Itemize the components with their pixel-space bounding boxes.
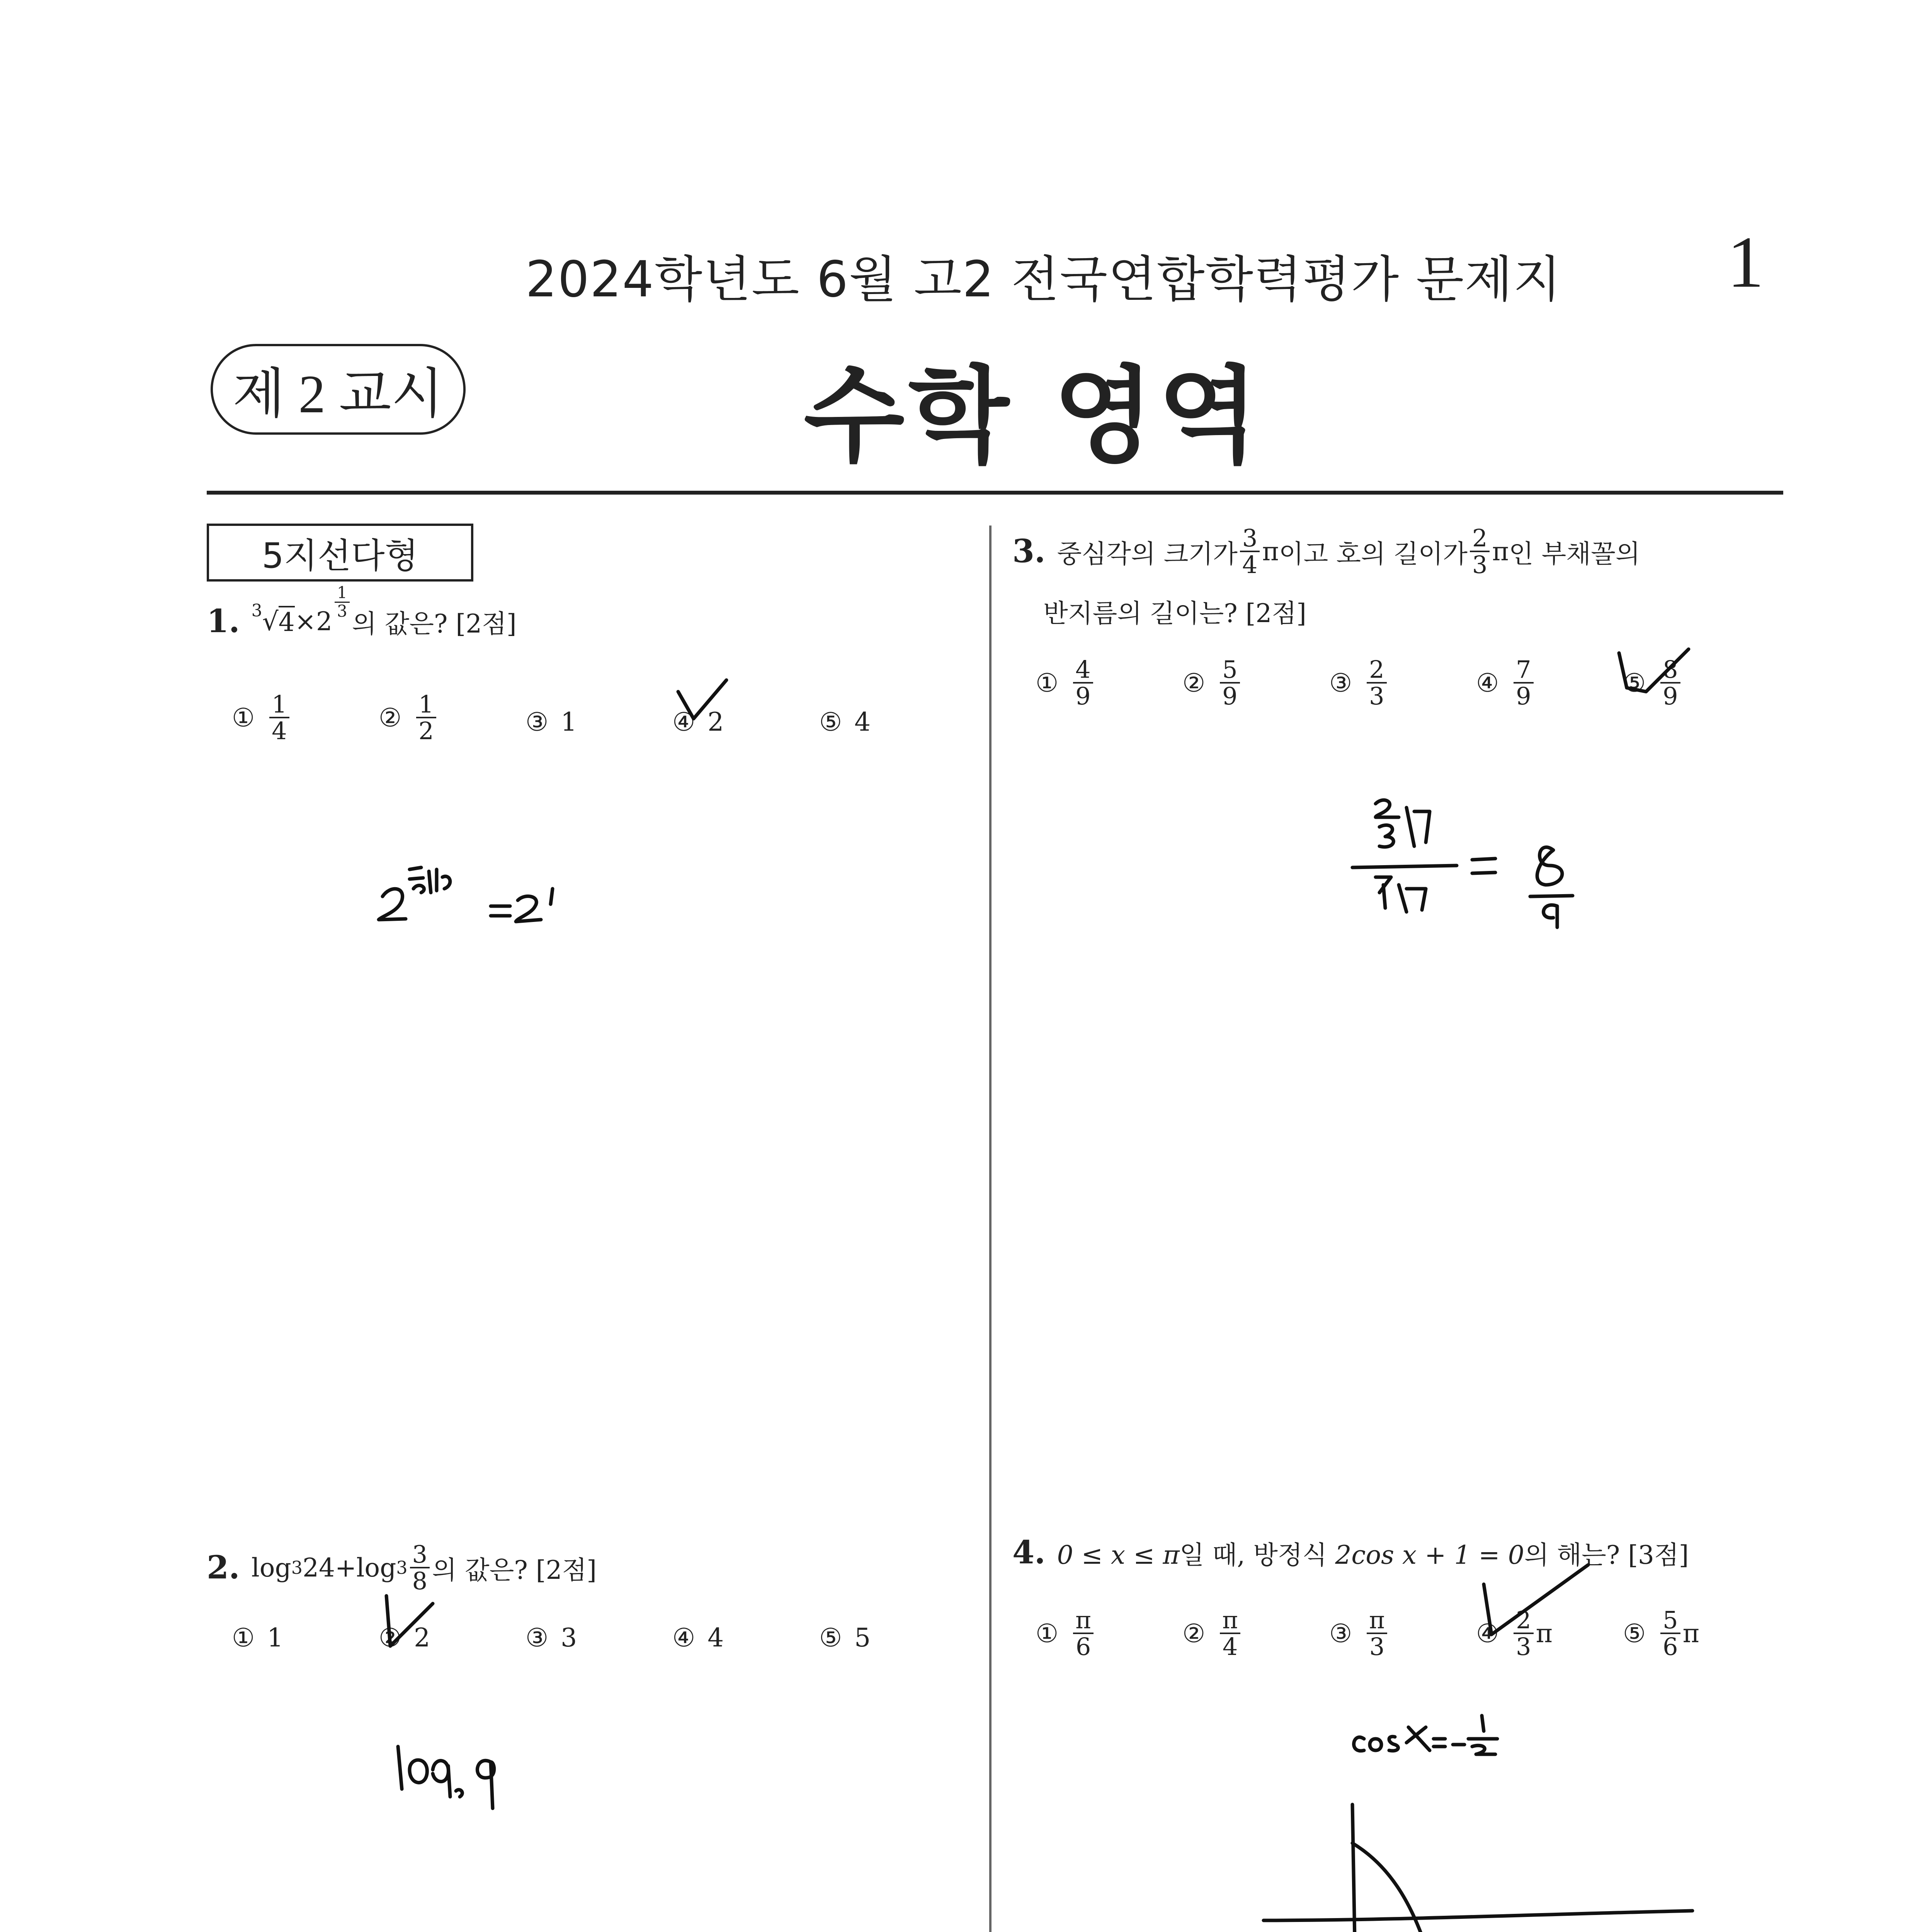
q1-choice-5[interactable]: ⑤ 4 [819, 707, 871, 737]
exam-title: 2024학년도 6월 고2 전국연합학력평가 문제지 [526, 251, 1562, 308]
q2-choice-2[interactable]: ② 2 [379, 1623, 430, 1653]
q3-choice-5[interactable]: ⑤ $\frac{8}{9}$ [1623, 657, 1683, 709]
question-2-number: 2. [207, 1549, 240, 1587]
question-type-label: 5지선다형 [207, 524, 473, 582]
q2-scratch-work [398, 1747, 494, 1808]
q2-choice-3[interactable]: ③ 3 [526, 1623, 577, 1653]
question-1-text: 의 값은? [2점] [352, 609, 517, 639]
q4-choice-1[interactable]: ① $\frac{\pi}{6}$ [1036, 1607, 1096, 1659]
page-number: 1 [1727, 222, 1764, 303]
question-4-number: 4. [1012, 1534, 1046, 1571]
q1-choice-2[interactable]: ② $\frac{1}{2}$ [379, 692, 439, 743]
q1-scratch-work [379, 867, 553, 922]
question-2-text: 의 값은? [2점] [432, 1555, 597, 1585]
subject-title: 수학 영역 [804, 355, 1263, 477]
question-3-number: 3. [1012, 533, 1046, 570]
question-4-text: 0 ≤ x ≤ π일 때, 방정식 2cos x + 1 = 0의 해는? [3점] [1057, 1540, 1689, 1570]
question-1-expression: 3 √ 4 × 2 $\frac{1}{3}$ 의 값은? [2점] [252, 603, 517, 640]
q4-choice-3[interactable]: ③ $\frac{\pi}{3}$ [1329, 1607, 1389, 1659]
q4-graph-xaxis [1264, 1911, 1692, 1920]
q1-choice-4[interactable]: ④ 2 [672, 707, 724, 737]
check-mark-q4 [1484, 1565, 1588, 1634]
question-2-expression: log 3 24 + log 3 $\frac{3}{8}$ 의 값은? [2점] [251, 1540, 597, 1595]
question-1-number: 1. [207, 603, 240, 640]
q1-choice-3[interactable]: ③ 1 [526, 707, 577, 737]
q3-scratch-work [1352, 800, 1573, 927]
q2-choice-1[interactable]: ① 1 [232, 1623, 284, 1653]
question-3-text-line1: 중심각의 크기가 $\frac{3}{4}$ π 이고 호의 길이가 $\frac{2}{3}$ π 인 부채꼴의 [1057, 524, 1640, 579]
q3-choice-4[interactable]: ④ $\frac{7}{9}$ [1476, 657, 1536, 709]
q1-choice-1[interactable]: ① $\frac{1}{4}$ [232, 692, 292, 743]
check-mark-q1 [678, 680, 726, 719]
q2-choice-5[interactable]: ⑤ 5 [819, 1623, 871, 1653]
q4-choice-5[interactable]: ⑤ $\frac{5}{6}$ π [1623, 1606, 1700, 1661]
q4-scratch-work [1264, 1716, 1692, 1932]
question-3-text-line2: 반지름의 길이는? [2점] [1043, 599, 1306, 629]
q3-choice-2[interactable]: ② $\frac{5}{9}$ [1182, 657, 1242, 709]
session-badge: 제 2 교시 [211, 344, 466, 435]
check-mark-q3 [1619, 649, 1689, 692]
q4-choice-2[interactable]: ② $\frac{\pi}{4}$ [1182, 1607, 1243, 1659]
check-mark-q2 [386, 1596, 433, 1646]
q3-choice-3[interactable]: ③ $\frac{2}{3}$ [1329, 657, 1389, 709]
q2-choice-4[interactable]: ④ 4 [672, 1623, 724, 1653]
q3-choice-1[interactable]: ① $\frac{4}{9}$ [1036, 657, 1095, 709]
q4-choice-4[interactable]: ④ $\frac{2}{3}$ π [1476, 1606, 1553, 1661]
q4-graph-yaxis [1352, 1804, 1356, 1932]
